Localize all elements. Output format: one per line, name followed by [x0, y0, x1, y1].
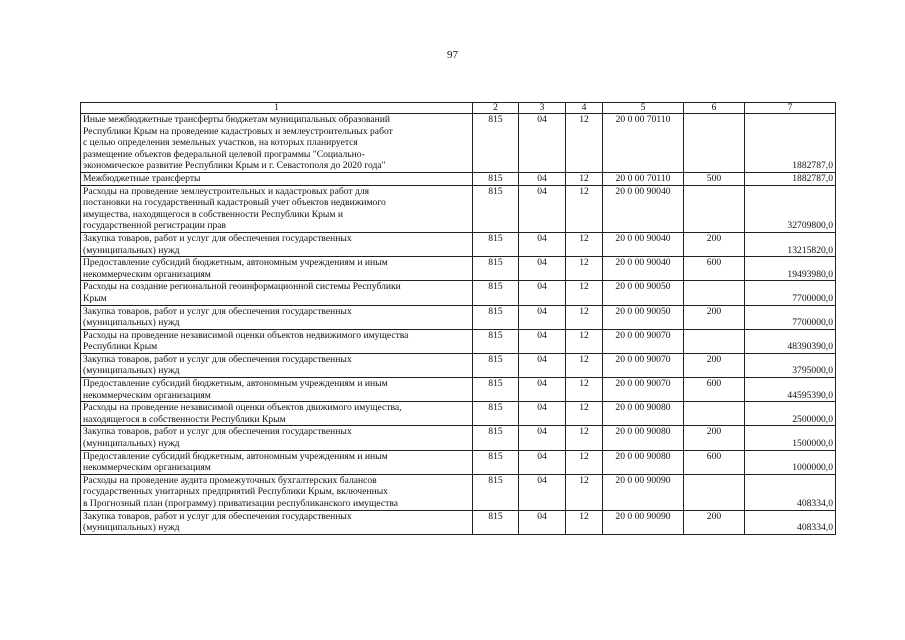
row-name-line: Предоставление субсидий бюджетным, автономным учреждениям и иным: [83, 378, 388, 390]
department-code-cell: 815: [473, 450, 519, 474]
amount-cell: 3795000,0: [745, 353, 836, 377]
amount-cell: 44595390,0: [745, 378, 836, 402]
target-article-code-cell: 20 0 00 90040: [603, 232, 684, 256]
subsection-code-cell: 12: [566, 353, 603, 377]
expense-type-code-cell: [684, 329, 745, 353]
header-cell: 2: [473, 103, 519, 114]
row-name-line: экономическое развитие Республики Крым и г. Севастополя до 2020 года": [83, 160, 386, 172]
target-article-code-cell: 20 0 00 90040: [603, 257, 684, 281]
row-name-line: (муниципальных) нужд: [83, 365, 180, 377]
row-name-cell: [81, 114, 473, 173]
target-article-code-cell: 20 0 00 90090: [603, 474, 684, 510]
row-name-line: Закупка товаров, работ и услуг для обеспечения государственных: [83, 510, 352, 522]
expense-type-code-cell: 200: [684, 426, 745, 450]
row-name-line: некоммерческим организациям: [83, 268, 211, 280]
section-code-cell: 04: [519, 450, 566, 474]
row-name-cell: [81, 450, 473, 474]
row-name-cell: [81, 185, 473, 232]
section-code-cell: 04: [519, 402, 566, 426]
subsection-code-cell: 12: [566, 281, 603, 305]
section-code-cell: 04: [519, 281, 566, 305]
row-name-line: Закупка товаров, работ и услуг для обеспечения государственных: [83, 426, 352, 438]
row-name-line: Расходы на проведение независимой оценки объектов движимого имущества,: [83, 402, 402, 414]
header-row: [81, 103, 836, 114]
amount-cell: 2500000,0: [745, 402, 836, 426]
row-name-cell: [81, 510, 473, 534]
row-name-cell: [81, 305, 473, 329]
section-code-cell: 04: [519, 510, 566, 534]
target-article-code-cell: 20 0 00 70110: [603, 114, 684, 173]
amount-cell: 7700000,0: [745, 281, 836, 305]
section-code-cell: 04: [519, 426, 566, 450]
expense-type-code-cell: [684, 281, 745, 305]
target-article-code-cell: 20 0 00 70110: [603, 172, 684, 185]
table-row: [81, 353, 836, 377]
row-name-line: Закупка товаров, работ и услуг для обеспечения государственных: [83, 232, 352, 244]
expense-type-code-cell: 600: [684, 450, 745, 474]
row-name-line: находящегося в собственности Республики Крым: [83, 413, 286, 425]
target-article-code-cell: 20 0 00 90090: [603, 510, 684, 534]
row-name-cell: [81, 172, 473, 185]
table-row: [81, 257, 836, 281]
amount-cell: 408334,0: [745, 510, 836, 534]
expense-type-code-cell: 500: [684, 172, 745, 185]
amount-cell: 1882787,0: [745, 114, 836, 173]
section-code-cell: 04: [519, 114, 566, 173]
target-article-code-cell: 20 0 00 90050: [603, 305, 684, 329]
expense-type-code-cell: 200: [684, 232, 745, 256]
row-name-cell: [81, 257, 473, 281]
target-article-code-cell: 20 0 00 90080: [603, 402, 684, 426]
row-name-line: (муниципальных) нужд: [83, 438, 180, 450]
row-name-line: Иные межбюджетные трансферты бюджетам муниципальных образований: [83, 114, 391, 125]
row-name-line: некоммерческим организациям: [83, 462, 211, 474]
row-name-line: постановки на государственный кадастровый учет объектов недвижимого: [83, 197, 386, 209]
expense-type-code-cell: 200: [684, 305, 745, 329]
amount-cell: 1500000,0: [745, 426, 836, 450]
subsection-code-cell: 12: [566, 172, 603, 185]
subsection-code-cell: 12: [566, 402, 603, 426]
subsection-code-cell: 12: [566, 232, 603, 256]
table-body: [81, 103, 836, 535]
table-row: [81, 378, 836, 402]
row-name-line: размещение объектов федеральной целевой программы "Социально-: [83, 148, 365, 160]
budget-table: [80, 102, 836, 535]
row-name-line: имущества, находящегося в собственности Республики Крым и: [83, 208, 343, 220]
row-name-line: (муниципальных) нужд: [83, 244, 180, 256]
header-cell: 1: [81, 103, 473, 114]
amount-cell: 48390390,0: [745, 329, 836, 353]
expense-type-code-cell: 600: [684, 257, 745, 281]
table-row: [81, 172, 836, 185]
row-name-cell: [81, 232, 473, 256]
row-name-cell: [81, 426, 473, 450]
row-name-cell: [81, 378, 473, 402]
row-name-line: (муниципальных) нужд: [83, 522, 180, 534]
department-code-cell: 815: [473, 329, 519, 353]
subsection-code-cell: 12: [566, 426, 603, 450]
section-code-cell: 04: [519, 172, 566, 185]
row-name-cell: [81, 402, 473, 426]
section-code-cell: 04: [519, 232, 566, 256]
expense-type-code-cell: [684, 185, 745, 232]
row-name-line: государственных унитарных предприятий Республики Крым, включенных: [83, 486, 388, 498]
expense-type-code-cell: [684, 402, 745, 426]
amount-cell: 19493980,0: [745, 257, 836, 281]
table-row: [81, 510, 836, 534]
expense-type-code-cell: 600: [684, 378, 745, 402]
table-row: [81, 185, 836, 232]
page-number: 97: [447, 49, 458, 61]
section-code-cell: 04: [519, 329, 566, 353]
target-article-code-cell: 20 0 00 90050: [603, 281, 684, 305]
subsection-code-cell: 12: [566, 474, 603, 510]
department-code-cell: 815: [473, 172, 519, 185]
subsection-code-cell: 12: [566, 510, 603, 534]
subsection-code-cell: 12: [566, 305, 603, 329]
target-article-code-cell: 20 0 00 90070: [603, 329, 684, 353]
subsection-code-cell: 12: [566, 450, 603, 474]
header-cell: 3: [519, 103, 566, 114]
expense-type-code-cell: [684, 474, 745, 510]
target-article-code-cell: 20 0 00 90080: [603, 426, 684, 450]
row-name-line: Расходы на проведение землеустроительных и кадастровых работ для: [83, 185, 370, 197]
department-code-cell: 815: [473, 426, 519, 450]
row-name-cell: [81, 329, 473, 353]
subsection-code-cell: 12: [566, 114, 603, 173]
row-name-line: некоммерческим организациям: [83, 389, 211, 401]
row-name-line: Межбюджетные трансферты: [83, 172, 201, 184]
table-row: [81, 426, 836, 450]
section-code-cell: 04: [519, 305, 566, 329]
header-cell: 7: [745, 103, 836, 114]
target-article-code-cell: 20 0 00 90080: [603, 450, 684, 474]
row-name-line: Расходы на создание региональной геоинформационной системы Республики: [83, 281, 401, 293]
row-name-line: Расходы на проведение аудита промежуточных бухгалтерских балансов: [83, 474, 377, 486]
table-row: [81, 305, 836, 329]
section-code-cell: 04: [519, 474, 566, 510]
expense-type-code-cell: 200: [684, 353, 745, 377]
header-cell: 4: [566, 103, 603, 114]
row-name-line: Республики Крым на проведение кадастровых и землеустроительных работ: [83, 125, 393, 137]
amount-cell: 408334,0: [745, 474, 836, 510]
subsection-code-cell: 12: [566, 378, 603, 402]
row-name-line: Предоставление субсидий бюджетным, автономным учреждениям и иным: [83, 257, 388, 269]
row-name-line: Крым: [83, 292, 107, 304]
row-name-line: в Прогнозный план (программу) приватизации республиканского имущества: [83, 498, 398, 509]
department-code-cell: 815: [473, 232, 519, 256]
department-code-cell: 815: [473, 257, 519, 281]
subsection-code-cell: 12: [566, 329, 603, 353]
row-name-line: Предоставление субсидий бюджетным, автономным учреждениям и иным: [83, 450, 388, 462]
section-code-cell: 04: [519, 378, 566, 402]
department-code-cell: 815: [473, 353, 519, 377]
row-name-cell: [81, 474, 473, 510]
row-name-line: с целью определения земельных участков, на которых планируется: [83, 137, 358, 149]
table-row: [81, 402, 836, 426]
subsection-code-cell: 12: [566, 257, 603, 281]
row-name-line: Расходы на проведение независимой оценки объектов недвижимого имущества: [83, 329, 409, 341]
department-code-cell: 815: [473, 114, 519, 173]
header-cell: 5: [603, 103, 684, 114]
subsection-code-cell: 12: [566, 185, 603, 232]
expense-type-code-cell: [684, 114, 745, 173]
target-article-code-cell: 20 0 00 90070: [603, 378, 684, 402]
amount-cell: 1882787,0: [745, 172, 836, 185]
row-name-cell: [81, 281, 473, 305]
table-row: [81, 474, 836, 510]
table-row: [81, 281, 836, 305]
department-code-cell: 815: [473, 281, 519, 305]
row-name-line: Республики Крым: [83, 341, 158, 353]
department-code-cell: 815: [473, 402, 519, 426]
amount-cell: 1000000,0: [745, 450, 836, 474]
table-row: [81, 232, 836, 256]
department-code-cell: 815: [473, 474, 519, 510]
section-code-cell: 04: [519, 185, 566, 232]
department-code-cell: 815: [473, 305, 519, 329]
row-name-cell: [81, 353, 473, 377]
table-row: [81, 450, 836, 474]
amount-cell: 13215820,0: [745, 232, 836, 256]
amount-cell: 7700000,0: [745, 305, 836, 329]
section-code-cell: 04: [519, 257, 566, 281]
row-name-line: государственной регистрации прав: [83, 220, 227, 232]
department-code-cell: 815: [473, 185, 519, 232]
expense-type-code-cell: 200: [684, 510, 745, 534]
row-name-line: Закупка товаров, работ и услуг для обеспечения государственных: [83, 353, 352, 365]
section-code-cell: 04: [519, 353, 566, 377]
amount-cell: 32709800,0: [745, 185, 836, 232]
target-article-code-cell: 20 0 00 90070: [603, 353, 684, 377]
department-code-cell: 815: [473, 378, 519, 402]
table-row: [81, 329, 836, 353]
row-name-line: Закупка товаров, работ и услуг для обеспечения государственных: [83, 305, 352, 317]
row-name-line: (муниципальных) нужд: [83, 317, 180, 329]
table-row: [81, 114, 836, 173]
department-code-cell: 815: [473, 510, 519, 534]
header-cell: 6: [684, 103, 745, 114]
target-article-code-cell: 20 0 00 90040: [603, 185, 684, 232]
